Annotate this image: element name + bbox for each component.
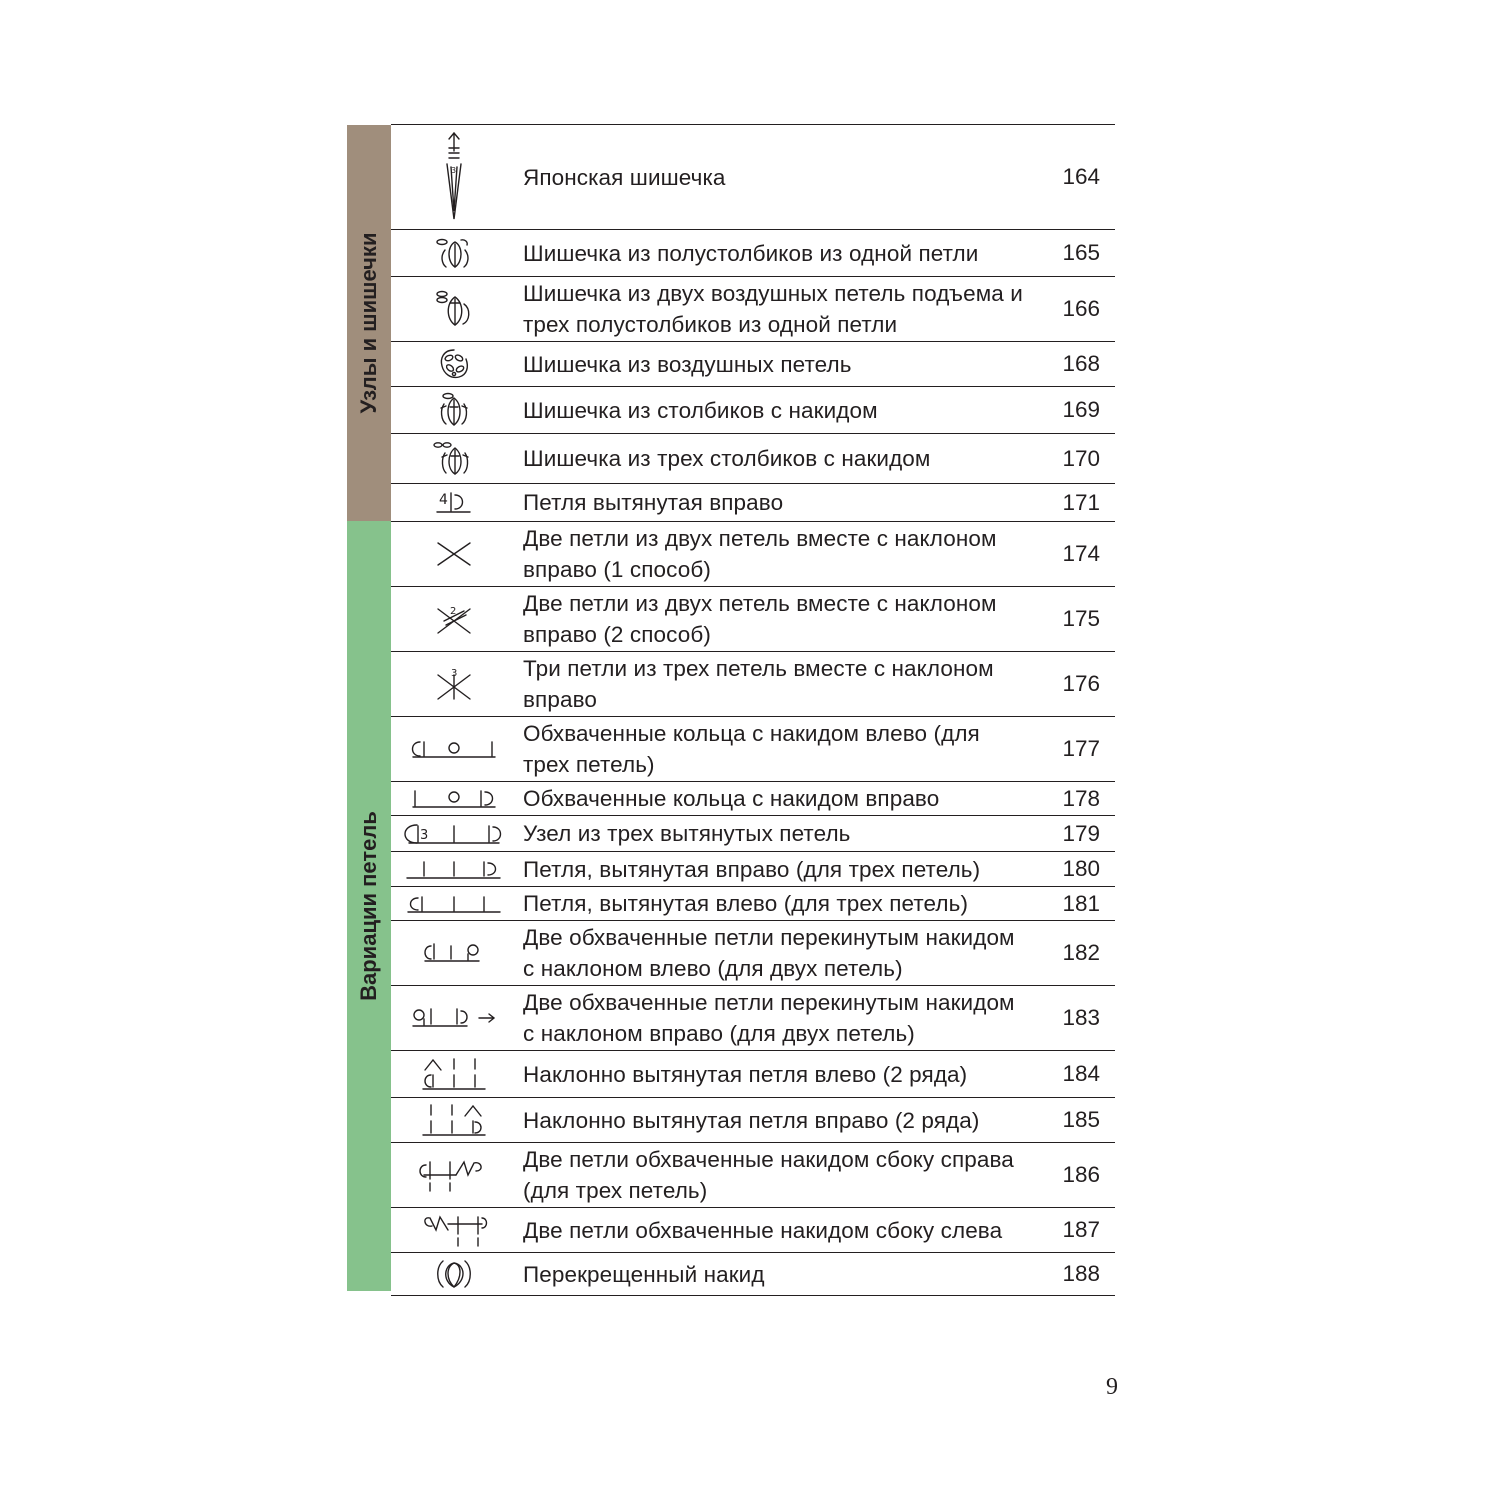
table-row [391, 1051, 1115, 1098]
slanted-right-two-rows-symbol-icon [391, 1098, 517, 1142]
row-name: Петля вытянутая вправо [523, 490, 784, 515]
table-row [391, 1208, 1115, 1253]
row-name: Две петли из двух петель вместе с наклоном вправо (2 способ) [523, 591, 997, 647]
row-page: 170 [1062, 445, 1100, 471]
table-row [391, 717, 1115, 782]
table-row [391, 921, 1115, 986]
row-page: 187 [1062, 1217, 1100, 1242]
svg-text:3: 3 [451, 166, 457, 175]
wrapped-over-right-symbol-icon [391, 986, 517, 1050]
section-tab-loop-variations [347, 521, 391, 1291]
double-crochet-bobble-symbol-icon [391, 387, 517, 433]
row-page: 183 [1062, 1005, 1100, 1030]
row-name: Петля, вытянутая влево (для трех петель) [523, 891, 969, 916]
table-row [391, 387, 1115, 434]
section-tab-knots-bobbles [347, 125, 391, 521]
three-pulled-knot-symbol-icon [391, 816, 517, 851]
table-row [391, 125, 1115, 230]
table-row [391, 1143, 1115, 1208]
pulled-right-three-symbol-icon [391, 852, 517, 886]
row-page: 181 [1062, 890, 1100, 916]
wrapped-rings-right-symbol-icon [391, 782, 517, 815]
chain-half-double-bobble-symbol-icon [391, 277, 517, 341]
table-row [391, 587, 1115, 652]
table-row [391, 782, 1115, 816]
table-row [391, 484, 1115, 522]
pulled-loop-right-symbol-icon [391, 484, 517, 521]
row-name: Две петли обхваченные накидом сбоку справа (для трех петель) [523, 1147, 1014, 1203]
row-page: 166 [1062, 296, 1100, 321]
two-together-right-2-symbol-icon [391, 587, 517, 651]
row-page: 185 [1062, 1107, 1100, 1132]
row-page: 176 [1062, 671, 1100, 696]
crossed-yarn-over-symbol-icon [391, 1253, 517, 1295]
table-row [391, 1253, 1115, 1296]
row-page: 177 [1062, 736, 1100, 761]
row-name: Наклонно вытянутая петля вправо (2 ряда) [523, 1107, 980, 1133]
table-row [391, 816, 1115, 852]
row-page: 171 [1062, 489, 1100, 515]
svg-text:3: 3 [451, 668, 458, 679]
row-name: Шишечка из трех столбиков с накидом [523, 446, 931, 471]
table-row [391, 1098, 1115, 1143]
row-page: 164 [1062, 164, 1100, 189]
wrapped-over-left-symbol-icon [391, 921, 517, 985]
japanese-bobble-symbol-icon [391, 125, 517, 229]
row-name: Перекрещенный накид [523, 1261, 765, 1287]
side-wrap-right-symbol-icon [391, 1143, 517, 1207]
row-page: 165 [1062, 240, 1100, 265]
two-together-right-1-symbol-icon [391, 522, 517, 586]
row-page: 174 [1062, 541, 1100, 566]
row-name: Две петли обхваченные накидом сбоку слева [523, 1217, 1003, 1243]
table-row [391, 230, 1115, 277]
row-name: Две петли из двух петель вместе с наклоном вправо (1 способ) [523, 526, 997, 582]
row-name: Японская шишечка [523, 164, 726, 190]
row-name: Две обхваченные петли перекинутым накидом с наклоном влево (для двух петель) [523, 925, 1015, 981]
section-label: Узлы и шишечки [356, 232, 381, 414]
row-name: Обхваченные кольца с накидом вправо [523, 786, 940, 811]
row-page: 186 [1062, 1162, 1100, 1187]
row-page: 169 [1062, 397, 1100, 422]
table-row [391, 277, 1115, 342]
three-together-right-symbol-icon [391, 652, 517, 716]
wrapped-rings-left-symbol-icon [391, 717, 517, 781]
table-row [391, 342, 1115, 387]
svg-text:4: 4 [439, 491, 448, 508]
row-page: 168 [1062, 351, 1100, 376]
row-name: Три петли из трех петель вместе с наклоном вправо [523, 656, 994, 712]
row-page: 175 [1062, 606, 1100, 631]
row-name: Две обхваченные петли перекинутым накидом с наклоном вправо (для двух петель) [523, 990, 1015, 1046]
side-wrap-left-symbol-icon [391, 1208, 517, 1252]
row-name: Обхваченные кольца с накидом влево (для трех петель) [523, 721, 980, 777]
table-row [391, 522, 1115, 587]
table-row [391, 986, 1115, 1051]
row-name: Шишечка из двух воздушных петель подъема и трех полустолбиков из одной петли [523, 281, 1023, 337]
svg-text:2: 2 [450, 606, 457, 617]
pulled-left-three-symbol-icon [391, 887, 517, 920]
table-row [391, 434, 1115, 484]
row-name: Шишечка из воздушных петель [523, 351, 852, 377]
table-row [391, 887, 1115, 921]
row-page: 182 [1062, 940, 1100, 965]
symbol-index-table [391, 124, 1115, 1296]
section-label: Вариации петель [356, 811, 381, 1001]
half-double-bobble-symbol-icon [391, 230, 517, 276]
row-name: Петля, вытянутая вправо (для трех петель) [523, 856, 981, 882]
table-row [391, 652, 1115, 717]
chain-bobble-symbol-icon [391, 342, 517, 386]
slanted-left-two-rows-symbol-icon [391, 1051, 517, 1097]
table-row [391, 852, 1115, 887]
row-page: 180 [1062, 856, 1100, 881]
page-number: 9 [1106, 1374, 1118, 1400]
row-name: Шишечка из столбиков с накидом [523, 397, 878, 423]
svg-text:3: 3 [420, 827, 429, 843]
row-name: Узел из трех вытянутых петель [523, 821, 851, 846]
three-double-crochet-bobble-symbol-icon [391, 434, 517, 483]
row-page: 184 [1062, 1061, 1100, 1086]
row-page: 178 [1062, 785, 1100, 811]
row-name: Наклонно вытянутая петля влево (2 ряда) [523, 1061, 968, 1087]
row-name: Шишечка из полустолбиков из одной петли [523, 240, 979, 266]
row-page: 188 [1062, 1261, 1100, 1286]
row-page: 179 [1062, 820, 1100, 846]
